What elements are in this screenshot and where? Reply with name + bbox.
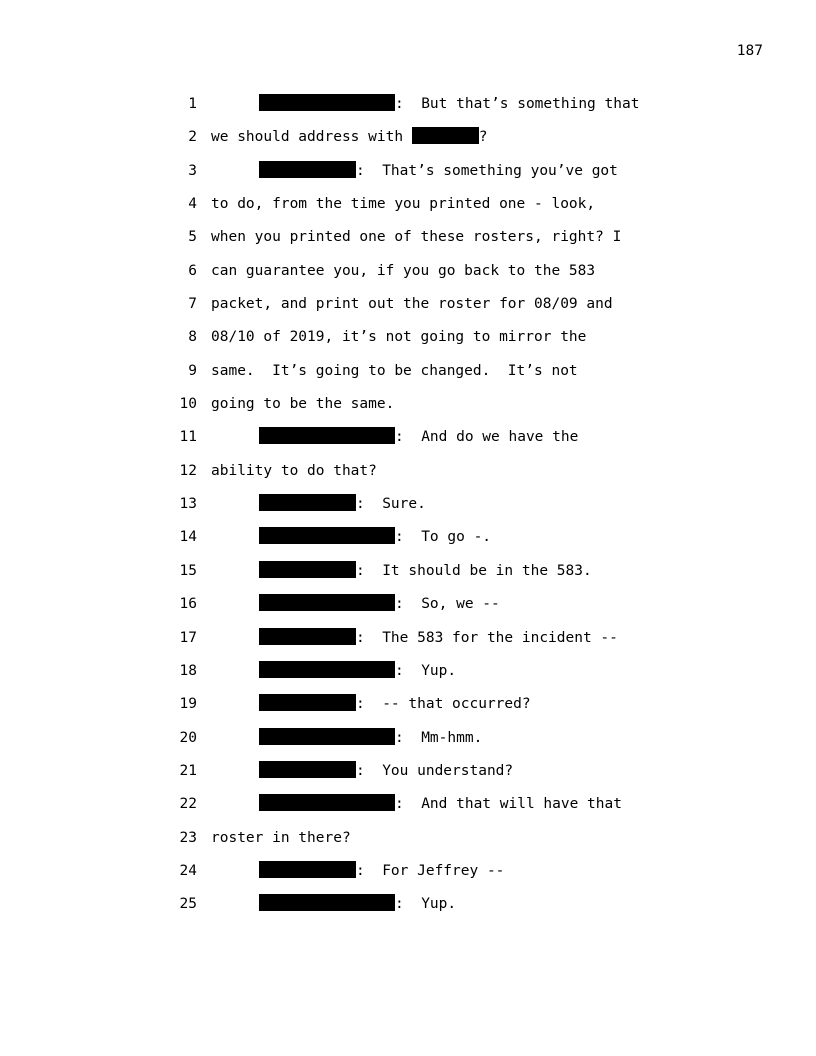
line-content: packet, and print out the roster for 08/09 and	[211, 296, 613, 313]
line-number: 10	[179, 396, 197, 413]
transcript-line	[172, 625, 732, 658]
line-number: 11	[179, 429, 197, 446]
line-number: 24	[179, 862, 197, 879]
transcript-line	[172, 324, 732, 357]
line-content: : So, we --	[395, 596, 500, 613]
line-text	[211, 224, 621, 250]
line-number: 15	[179, 562, 197, 579]
transcript-line	[172, 825, 732, 858]
line-content: roster in there?	[211, 829, 351, 846]
line-content: : -- that occurred?	[356, 696, 531, 713]
line-content: ?	[478, 129, 488, 146]
line-number: 2	[188, 129, 197, 146]
line-number: 9	[188, 362, 197, 379]
line-text	[259, 491, 426, 517]
line-content: can guarantee you, if you go back to the 583	[211, 262, 596, 279]
line-content: to do, from the time you printed one - look,	[211, 196, 596, 213]
speaker-redaction	[259, 894, 395, 911]
speaker-redaction	[259, 728, 395, 745]
transcript-line	[172, 391, 732, 424]
line-text	[259, 725, 482, 751]
line-content: : Yup.	[395, 662, 457, 679]
line-text	[259, 524, 491, 550]
line-content: ability to do that?	[211, 462, 377, 479]
line-number: 3	[188, 162, 197, 179]
transcript-line	[172, 491, 732, 524]
line-content: we should address with	[211, 129, 412, 146]
line-number: 12	[179, 462, 197, 479]
speaker-redaction	[259, 794, 395, 811]
line-content: going to be the same.	[211, 396, 395, 413]
transcript-line	[172, 691, 732, 724]
line-content: : Sure.	[356, 496, 426, 513]
line-text	[211, 358, 578, 384]
line-number: 17	[179, 629, 197, 646]
line-content: : To go -.	[395, 529, 492, 546]
transcript-line	[172, 358, 732, 391]
transcript-line	[172, 891, 732, 924]
transcript-line	[172, 791, 732, 824]
line-content: : It should be in the 583.	[356, 562, 592, 579]
line-text	[259, 558, 592, 584]
line-text	[211, 458, 377, 484]
transcript-line	[172, 591, 732, 624]
line-text	[259, 791, 622, 817]
transcript-line	[172, 291, 732, 324]
line-text	[259, 91, 639, 117]
name-redaction	[412, 127, 479, 144]
transcript-line	[172, 158, 732, 191]
line-number: 13	[179, 496, 197, 513]
transcript-line	[172, 758, 732, 791]
line-text	[211, 258, 595, 284]
transcript-line	[172, 224, 732, 257]
line-content: : And that will have that	[395, 796, 622, 813]
line-text	[259, 158, 618, 184]
line-content: : For Jeffrey --	[356, 862, 505, 879]
line-content: : You understand?	[356, 762, 514, 779]
line-content: when you printed one of these rosters, right? I	[211, 229, 622, 246]
line-number: 20	[179, 729, 197, 746]
line-text	[211, 191, 595, 217]
line-text	[259, 858, 504, 884]
line-text	[259, 691, 531, 717]
speaker-redaction	[259, 527, 395, 544]
transcript-line	[172, 191, 732, 224]
transcript-line	[172, 725, 732, 758]
line-number: 16	[179, 596, 197, 613]
transcript-line	[172, 658, 732, 691]
line-content: 08/10 of 2019, it’s not going to mirror the	[211, 329, 587, 346]
line-text	[259, 424, 578, 450]
line-number: 19	[179, 696, 197, 713]
line-text	[259, 591, 500, 617]
line-text	[211, 324, 586, 350]
line-text	[259, 658, 456, 684]
line-content: : Mm-hmm.	[395, 729, 483, 746]
page-number: 187	[736, 43, 763, 59]
speaker-redaction	[259, 94, 395, 111]
line-number: 4	[188, 196, 197, 213]
transcript-line	[172, 424, 732, 457]
line-number: 14	[179, 529, 197, 546]
transcript-line	[172, 258, 732, 291]
line-number: 22	[179, 796, 197, 813]
line-text	[211, 291, 613, 317]
line-content: : Yup.	[395, 896, 457, 913]
speaker-redaction	[259, 861, 356, 878]
transcript-line	[172, 91, 732, 124]
line-number: 8	[188, 329, 197, 346]
speaker-redaction	[259, 761, 356, 778]
speaker-redaction	[259, 161, 356, 178]
speaker-redaction	[259, 427, 395, 444]
line-number: 23	[179, 829, 197, 846]
transcript-line	[172, 458, 732, 491]
line-text	[211, 825, 351, 851]
line-number: 1	[188, 96, 197, 112]
transcript-line	[172, 858, 732, 891]
line-content: same. It’s going to be changed. It’s not	[211, 362, 578, 379]
line-content: : But that’s something that	[395, 96, 640, 112]
transcript-line	[172, 558, 732, 591]
line-number: 6	[188, 262, 197, 279]
speaker-redaction	[259, 594, 395, 611]
line-text	[259, 891, 456, 917]
line-text	[259, 625, 618, 651]
speaker-redaction	[259, 694, 356, 711]
line-text	[211, 391, 394, 417]
transcript-line	[172, 524, 732, 557]
line-text	[211, 124, 488, 150]
line-number: 5	[188, 229, 197, 246]
transcript-line	[172, 124, 732, 157]
speaker-redaction	[259, 561, 356, 578]
line-content: : The 583 for the incident --	[356, 629, 618, 646]
transcript-body	[172, 91, 732, 925]
line-number: 7	[188, 296, 197, 313]
line-content: : That’s something you’ve got	[356, 162, 618, 179]
line-number: 18	[179, 662, 197, 679]
line-number: 21	[179, 762, 197, 779]
speaker-redaction	[259, 494, 356, 511]
line-content: : And do we have the	[395, 429, 579, 446]
speaker-redaction	[259, 628, 356, 645]
line-number: 25	[179, 896, 197, 913]
speaker-redaction	[259, 661, 395, 678]
line-text	[259, 758, 513, 784]
